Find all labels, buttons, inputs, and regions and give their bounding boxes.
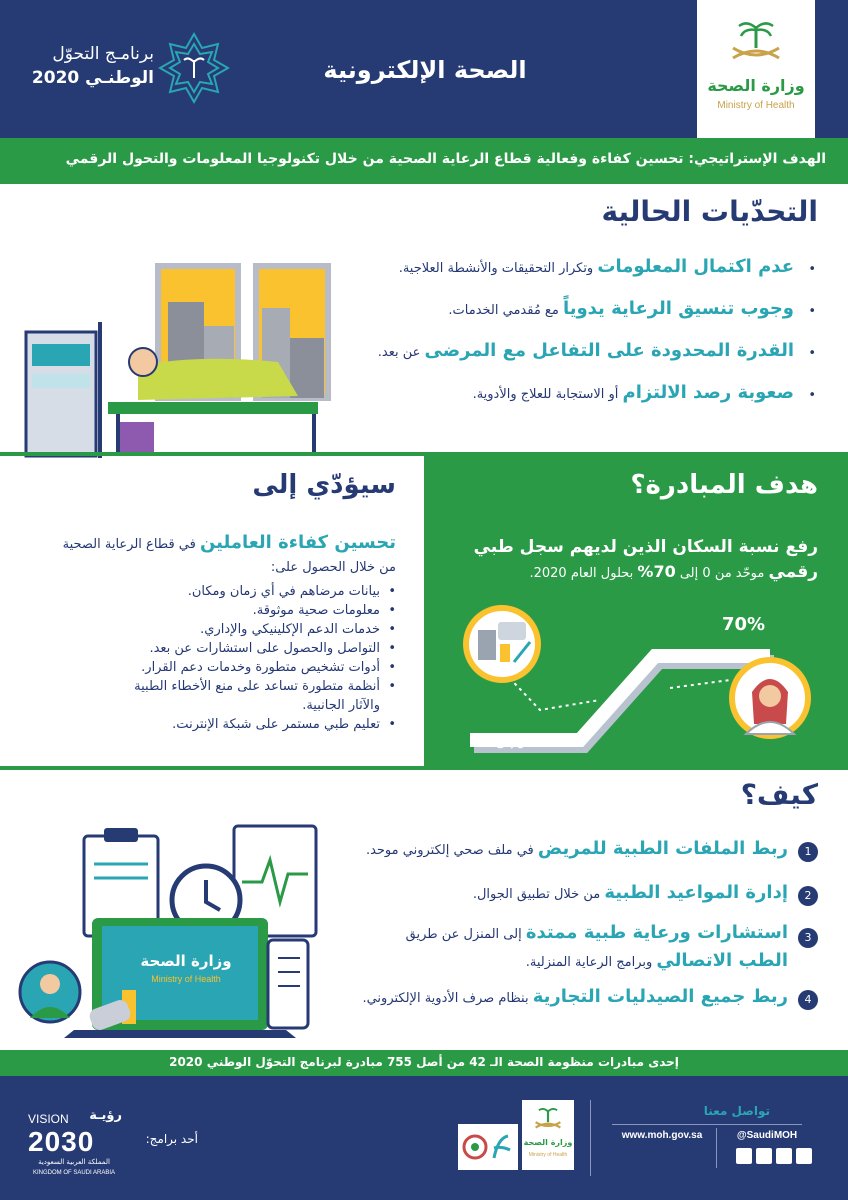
social-handle[interactable]: @SaudiMOH <box>736 1130 798 1141</box>
initiative-count-text: إحدى مبادرات منظومة الصحة الـ 42 من أصل 755 مبادرة لبرنامج التحوّل الوطني 2020 <box>169 1055 679 1069</box>
contact-title: تواصل معنا <box>703 1104 770 1118</box>
page-title: الصحة الإلكترونية <box>323 56 527 84</box>
leads-to-intro-line2: من خلال الحصول على: <box>270 560 396 575</box>
moh-logo-ar: وزارة الصحة <box>707 76 805 95</box>
list-item: • أدوات تشخيص متطورة وخدمات دعم القرار. <box>141 660 396 675</box>
partner-emblem-icon <box>462 1130 514 1164</box>
social-icons <box>736 1148 816 1166</box>
list-item: • عدم اكتمال المعلومات وتكرار التحقيقات والأنشطة العلاجية. <box>398 256 816 277</box>
initiative-count-bar <box>0 1050 848 1076</box>
kingdom-ar: المملكة العربية السعودية <box>38 1158 110 1166</box>
footer <box>0 1076 848 1200</box>
leads-to-title: سيؤدّي إلى <box>252 470 396 500</box>
footer-moh-en: Ministry of Health <box>528 1152 568 1158</box>
challenges-title: التحدّيات الحالية <box>601 195 818 228</box>
youtube-icon[interactable] <box>796 1148 812 1164</box>
contact-divider <box>612 1124 802 1125</box>
step-number-badge: 1 <box>798 842 818 862</box>
vision-ar: رؤيـة <box>89 1108 122 1123</box>
footer-moh-ar: وزارة الصحة <box>523 1138 573 1147</box>
list-item: • خدمات الدعم الإكلينيكي والإداري. <box>200 622 396 637</box>
list-item: 3 استشارات ورعاية طبية ممتدة إلى المنزل عن طريق الطب الاتصالي وبرامج الرعاية المنزلية. <box>318 920 818 986</box>
list-item: • بيانات مرضاهم في أي زمان ومكان. <box>187 584 396 599</box>
laptop-moh-en: Ministry of Health <box>151 974 221 984</box>
how-title: كيف؟ <box>740 778 818 811</box>
goal-label-high: 70% <box>722 614 766 635</box>
initiative-goal-line2: رقمي موحّد من 0 إلى 70% بحلول العام 2020. <box>529 562 818 582</box>
snapchat-icon[interactable] <box>736 1148 752 1164</box>
vision-word: VISION <box>28 1112 69 1126</box>
list-item: 4 ربط جميع الصيدليات التجارية بنظام صرف الأدوية الإلكتروني. <box>318 986 818 1026</box>
laptop-moh-ar: وزارة الصحة <box>140 952 232 970</box>
facebook-icon[interactable] <box>756 1148 772 1164</box>
moh-logo-en: Ministry of Health <box>717 100 795 111</box>
initiative-goal-title: هدف المبادرة؟ <box>630 470 818 500</box>
step-number-badge: 2 <box>798 886 818 906</box>
initiative-goal-line1: رفع نسبة السكان الذين لديهم سجل طبي <box>473 537 818 557</box>
partner-logo <box>458 1124 518 1170</box>
twitter-icon[interactable] <box>776 1148 792 1164</box>
list-item: • معلومات صحية موثوقة. <box>252 603 396 618</box>
vision-year: 2030 <box>28 1126 95 1157</box>
one-of-programs: أحد برامج: <box>145 1132 198 1146</box>
challenges-list <box>318 256 818 424</box>
footer-moh-logo <box>522 1100 574 1170</box>
ehealth-devices-illustration <box>14 822 326 1044</box>
list-item: • أنظمة متطورة تساعد على منع الأخطاء الطبية والآثار الجانبية. <box>134 679 396 713</box>
leads-to-intro: تحسين كفاءة العاملين في قطاع الرعاية الصحية <box>62 532 396 553</box>
hospital-bed-illustration <box>18 262 336 458</box>
list-item: • تعليم طبي مستمر على شبكة الإنترنت. <box>172 717 396 732</box>
moh-logo <box>697 0 815 138</box>
website-link[interactable]: www.moh.gov.sa <box>621 1130 703 1141</box>
list-item: • وجوب تنسيق الرعاية يدوياً مع مُقدمي الخدمات. <box>448 298 816 319</box>
ntp-line2: الوطنـي 2020 <box>31 68 154 88</box>
list-item: • صعوبة رصد الالتزام أو الاستجابة للعلاج والأدوية. <box>472 382 816 403</box>
list-item: • التواصل والحصول على استشارات عن بعد. <box>149 641 396 656</box>
middle-divider-bottom <box>0 766 848 770</box>
kingdom-en: KINGDOM OF SAUDI ARABIA <box>32 1170 115 1176</box>
connector-dotted-right <box>670 680 730 688</box>
palm-swords-icon <box>727 18 785 70</box>
leads-to-list <box>20 582 396 734</box>
strategic-goal-bar <box>0 138 848 184</box>
step-number-badge: 4 <box>798 990 818 1010</box>
contact-vert-divider <box>716 1128 717 1168</box>
how-list <box>318 838 818 1026</box>
palm-swords-icon <box>532 1106 564 1134</box>
goal-label-low: 0% <box>494 732 525 753</box>
footer-vert-divider <box>590 1100 591 1176</box>
list-item: 2 إدارة المواعيد الطبية من خلال تطبيق الجوال. <box>318 882 818 920</box>
list-item: • القدرة المحدودة على التفاعل مع المرضى عن بعد. <box>377 340 816 361</box>
ntp-line1: برنامـج التحوّل <box>52 44 154 64</box>
step-number-badge: 3 <box>798 928 818 948</box>
list-item: 1 ربط الملفات الطبية للمريض في ملف صحي إلكتروني موحد. <box>318 838 818 882</box>
ntp-star-icon <box>158 32 230 104</box>
strategic-goal-text: الهدف الإستراتيجي: تحسين كفاءة وفعالية قطاع الرعاية الصحية من خلال تكنولوجيا المعلومات والتحول الرقمي <box>65 151 826 167</box>
